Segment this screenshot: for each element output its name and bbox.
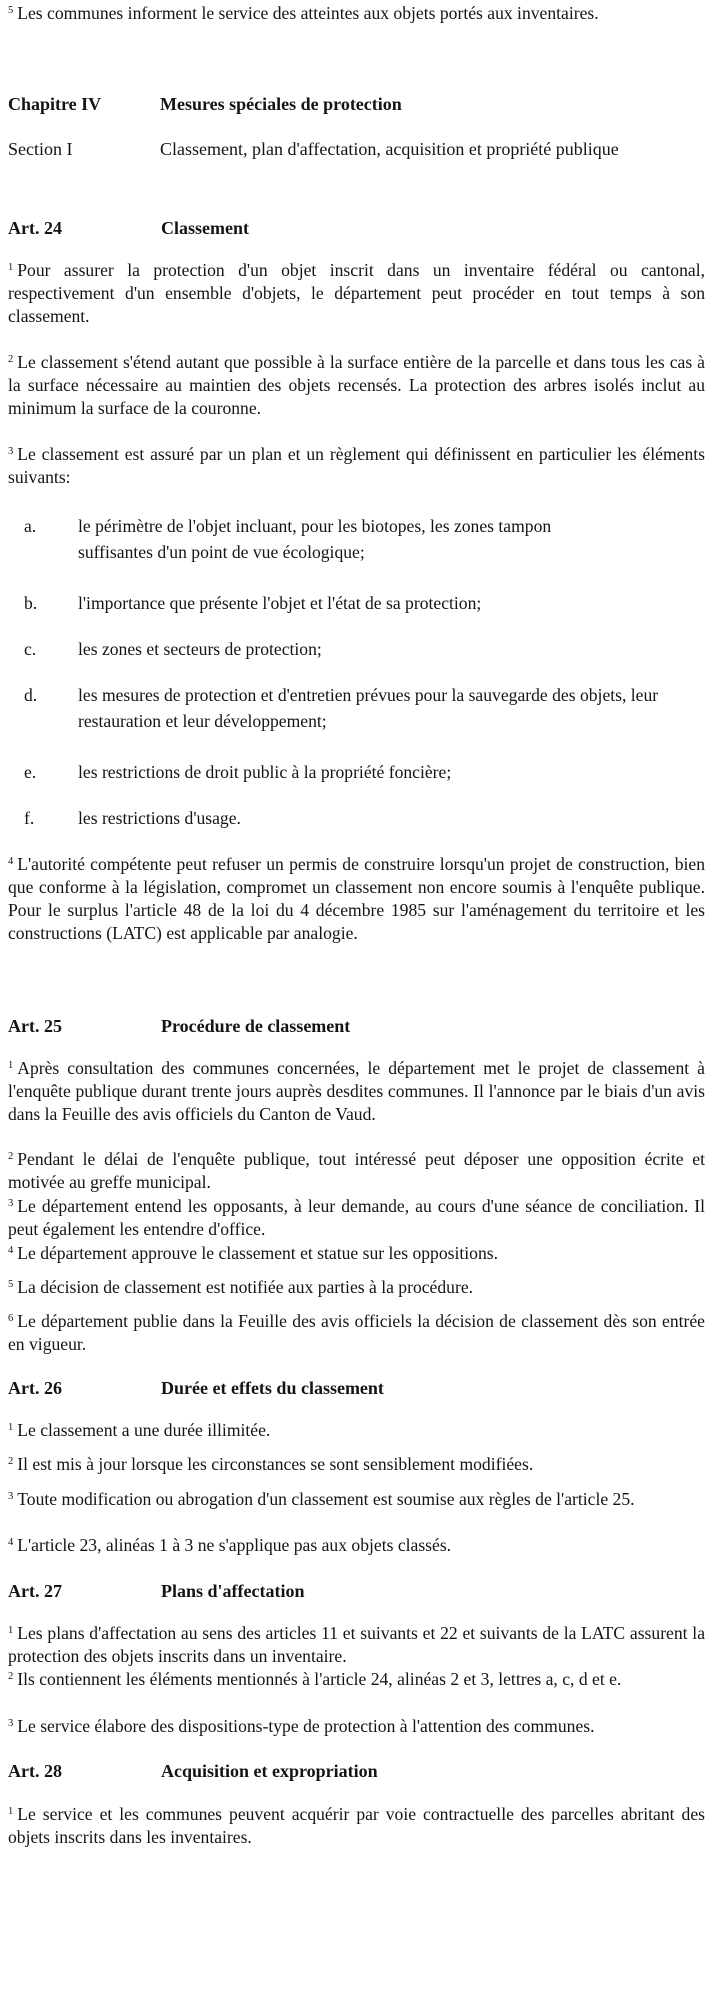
section-title: Classement, plan d'affectation, acquisition et propriété publique (160, 139, 619, 159)
paragraph-text: Le département publie dans la Feuille des avis officiels la décision de classement dès son entrée en vigueur. (8, 1311, 705, 1354)
paragraph-text: Les plans d'affectation au sens des articles 11 et suivants et 22 et suivants de la LATC assurent la protection des objets inscrits dans un inventaire. (8, 1623, 705, 1666)
list-text: l'importance que présente l'objet et l'état de sa protection; (78, 593, 482, 613)
list-text: les restrictions d'usage. (78, 808, 241, 828)
art24-paragraph-1 (8, 259, 705, 328)
paragraph-text: Après consultation des communes concernées, le département met le projet de classement à l'enquête publique durant trente jours auprès desdites communes. Il l'annonce par le biais d'un avis dans la Feuille des avis officiels du Canton de Vaud. (8, 1058, 705, 1124)
article-title: Procédure de classement (161, 1016, 351, 1036)
paragraph-number: 1 (8, 1625, 14, 1636)
paragraph-text: Les communes informent le service des atteintes aux objets portés aux inventaires. (17, 3, 599, 23)
art28-paragraph-1 (8, 1803, 705, 1849)
article-title: Classement (161, 218, 249, 238)
paragraph-number: 4 (8, 1245, 14, 1256)
art24-paragraph-2 (8, 351, 705, 420)
paragraph-text: Le classement est assuré par un plan et un règlement qui définissent en particulier les éléments suivants: (8, 444, 705, 487)
section-label: Section I (8, 139, 73, 159)
paragraph-text: Pendant le délai de l'enquête publique, tout intéressé peut déposer une opposition écrite et motivée au greffe municipal. (8, 1149, 705, 1192)
art24-paragraph-3 (8, 443, 705, 489)
paragraph-number: 2 (8, 1151, 14, 1162)
paragraph-text: L'autorité compétente peut refuser un permis de construire lorsqu'un projet de construction, bien que conforme à la législation, compromet un classement non encore soumis à l'enquête publique. Pour le surplus l'article 48 de la loi du 4 décembre 1985 sur l'aménagement du territoire et les constructions (LATC) est applicable par analogie. (8, 854, 705, 943)
paragraph-number: 5 (8, 5, 14, 16)
article-title: Plans d'affectation (161, 1581, 305, 1601)
paragraph-number: 4 (8, 1537, 14, 1548)
paragraph-text: La décision de classement est notifiée aux parties à la procédure. (17, 1277, 474, 1297)
list-text: les mesures de protection et d'entretien prévues pour la sauvegarde des objets, leur restauration et leur développement; (78, 685, 659, 731)
paragraph-text: Le département approuve le classement et statue sur les oppositions. (17, 1243, 499, 1263)
paragraph-number: 5 (8, 1279, 14, 1290)
list-letter: e. (24, 762, 37, 782)
paragraph-text: Le département entend les opposants, à leur demande, au cours d'une séance de conciliation. Il peut également les entendre d'office. (8, 1196, 705, 1239)
paragraph-text: Le classement a une durée illimitée. (17, 1420, 271, 1440)
art26-paragraph-4 (8, 1534, 705, 1557)
article-number: Art. 27 (8, 1581, 62, 1601)
list-text: les restrictions de droit public à la propriété foncière; (78, 762, 452, 782)
art27-paragraph-2 (8, 1668, 705, 1691)
paragraph-text: Ils contiennent les éléments mentionnés à l'article 24, alinéas 2 et 3, lettres a, c, d et e. (17, 1669, 622, 1689)
list-letter: b. (24, 593, 38, 613)
paragraph-text: Le service et les communes peuvent acquérir par voie contractuelle des parcelles abritant des objets inscrits dans les inventaires. (8, 1804, 705, 1847)
art24-paragraph-4 (8, 853, 705, 945)
art25-paragraph-3 (8, 1195, 705, 1241)
paragraph-number: 1 (8, 1060, 14, 1071)
list-text: le périmètre de l'objet incluant, pour les biotopes, les zones tampon suffisantes d'un point de vue écologique; (78, 516, 552, 562)
art26-paragraph-2 (8, 1453, 705, 1476)
chapter-title: Mesures spéciales de protection (160, 94, 402, 114)
paragraph-text: Le service élabore des dispositions-type de protection à l'attention des communes. (17, 1716, 595, 1736)
paragraph-text: Pour assurer la protection d'un objet inscrit dans un inventaire fédéral ou cantonal, respectivement d'un ensemble d'objets, le département peut procéder en tout temps à son classement. (8, 260, 705, 326)
paragraph-number: 1 (8, 1806, 14, 1817)
list-letter: f. (24, 808, 35, 828)
paragraph-number: 3 (8, 1198, 14, 1209)
art25-paragraph-6 (8, 1310, 705, 1356)
list-text: les zones et secteurs de protection; (78, 639, 322, 659)
article-number: Art. 25 (8, 1016, 62, 1036)
art26-paragraph-3 (8, 1488, 705, 1511)
art27-paragraph-1 (8, 1622, 705, 1668)
paragraph-number: 6 (8, 1313, 14, 1324)
intro-paragraph (8, 2, 705, 25)
paragraph-number: 3 (8, 1718, 14, 1729)
list-letter: a. (24, 516, 37, 536)
article-number: Art. 24 (8, 218, 62, 238)
paragraph-text: L'article 23, alinéas 1 à 3 ne s'applique pas aux objets classés. (17, 1535, 452, 1555)
art26-paragraph-1 (8, 1419, 705, 1442)
paragraph-number: 4 (8, 856, 14, 867)
article-title: Acquisition et expropriation (161, 1761, 378, 1781)
article-title: Durée et effets du classement (161, 1378, 384, 1398)
chapter-label: Chapitre IV (8, 94, 102, 114)
art25-paragraph-1 (8, 1057, 705, 1126)
paragraph-text: Il est mis à jour lorsque les circonstances se sont sensiblement modifiées. (17, 1454, 534, 1474)
list-letter: c. (24, 639, 37, 659)
paragraph-number: 2 (8, 354, 14, 365)
paragraph-text: Le classement s'étend autant que possible à la surface entière de la parcelle et dans tous les cas à la surface nécessaire au maintien des objets recensés. La protection des arbres isolés inclut au minimum la surface de la couronne. (8, 352, 705, 418)
paragraph-number: 3 (8, 1491, 14, 1502)
paragraph-number: 3 (8, 446, 14, 457)
paragraph-number: 1 (8, 1422, 14, 1433)
art27-paragraph-3 (8, 1715, 705, 1738)
article-number: Art. 26 (8, 1378, 62, 1398)
paragraph-text: Toute modification ou abrogation d'un classement est soumise aux règles de l'article 25. (17, 1489, 635, 1509)
paragraph-number: 1 (8, 262, 14, 273)
art25-paragraph-4 (8, 1242, 705, 1265)
art25-paragraph-2 (8, 1148, 705, 1194)
article-number: Art. 28 (8, 1761, 62, 1781)
paragraph-number: 2 (8, 1456, 14, 1467)
paragraph-number: 2 (8, 1671, 14, 1682)
list-letter: d. (24, 685, 38, 705)
art25-paragraph-5 (8, 1276, 705, 1299)
